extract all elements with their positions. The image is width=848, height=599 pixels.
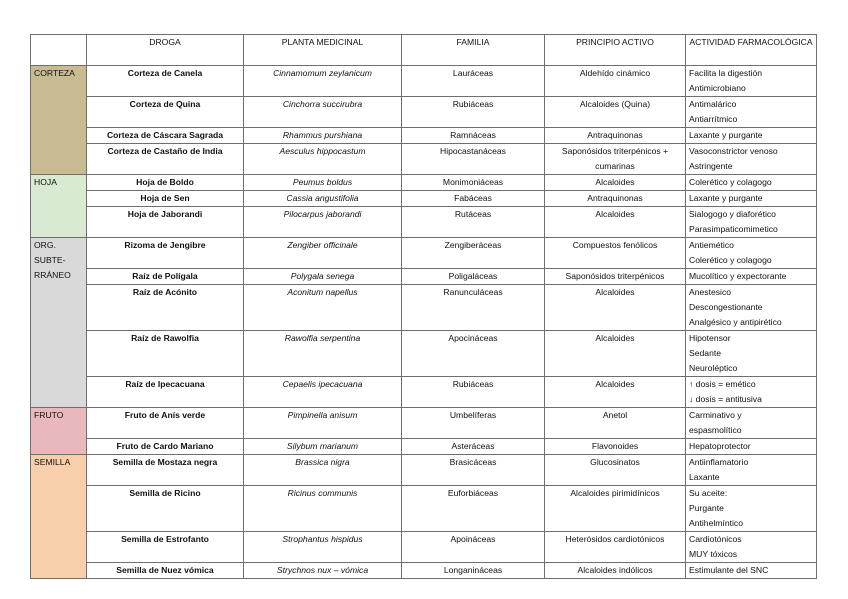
principio-activo: Antraquinonas [587, 193, 643, 203]
column-header-actividad: ACTIVIDAD FARMACOLÓGICA [686, 35, 817, 66]
actividad-farmacologica: Hepatoprotector [689, 441, 751, 451]
actividad-farmacologica-cell [686, 144, 817, 175]
actividad-farmacologica: Antiarrítmico [689, 114, 738, 124]
planta-cell: Polygala senega [244, 269, 402, 285]
actividad-farmacologica-cell [686, 128, 817, 144]
droga-cell: Raíz de Polígala [87, 269, 244, 285]
table-body [31, 66, 817, 579]
actividad-farmacologica: Colerético y colagogo [689, 177, 772, 187]
familia-cell: Lauráceas [402, 66, 545, 97]
table-row [31, 439, 817, 455]
actividad-farmacologica-cell [686, 66, 817, 97]
principio-activo: Alcaloides [595, 333, 635, 343]
principio-activo-cell [545, 285, 686, 331]
group-label: CORTEZA [34, 68, 75, 78]
table-row [31, 144, 817, 175]
principio-activo: Aldehído cinámico [579, 68, 651, 78]
actividad-farmacologica-cell [686, 238, 817, 269]
actividad-farmacologica-cell [686, 377, 817, 408]
planta-cell: Strychnos nux – vómica [244, 563, 402, 579]
planta-cell: Cinchorra succirubra [244, 97, 402, 128]
group-label: HOJA [34, 177, 57, 187]
principio-activo-cell [545, 532, 686, 563]
column-header-familia: FAMILIA [402, 35, 545, 66]
principio-activo: Alcaloides [595, 209, 635, 219]
planta-cell: Silybum marianum [244, 439, 402, 455]
familia-cell: Rubiáceas [402, 97, 545, 128]
principio-activo-cell [545, 439, 686, 455]
principio-activo-cell [545, 175, 686, 191]
actividad-farmacologica: Antiinflamatorio [689, 457, 749, 467]
planta-cell: Pimpinella anisum [244, 408, 402, 439]
table-row [31, 207, 817, 238]
droga-cell: Semilla de Ricino [87, 486, 244, 532]
droga-cell: Hoja de Sen [87, 191, 244, 207]
actividad-farmacologica-cell [686, 408, 817, 439]
principio-activo-cell [545, 97, 686, 128]
principio-activo: Antraquinonas [587, 130, 643, 140]
actividad-farmacologica: Antimalárico [689, 99, 737, 109]
actividad-farmacologica-cell [686, 455, 817, 486]
actividad-farmacologica: Neuroléptico [689, 363, 738, 373]
actividad-farmacologica: Su aceite: [689, 488, 728, 498]
table-row [31, 408, 817, 439]
group-label: SEMILLA [34, 457, 71, 467]
planta-cell: Pilocarpus jaborandi [244, 207, 402, 238]
familia-cell: Longanináceas [402, 563, 545, 579]
principio-activo: Alcaloides (Quina) [579, 99, 651, 109]
principio-activo-cell [545, 128, 686, 144]
table-row [31, 285, 817, 331]
actividad-farmacologica-cell [686, 97, 817, 128]
actividad-farmacologica-cell [686, 532, 817, 563]
principio-activo-cell [545, 563, 686, 579]
group-label-cell [31, 175, 87, 238]
table-row [31, 331, 817, 377]
actividad-farmacologica: Colerético y colagogo [689, 255, 772, 265]
actividad-farmacologica: Laxante y purgante [689, 130, 763, 140]
column-header-droga: DROGA [87, 35, 244, 66]
droga-cell: Fruto de Cardo Mariano [87, 439, 244, 455]
familia-cell: Hipocastanáceas [402, 144, 545, 175]
group-label: FRUTO [34, 410, 64, 420]
droga-cell: Raíz de Rawolfia [87, 331, 244, 377]
actividad-farmacologica-cell [686, 285, 817, 331]
actividad-farmacologica-cell [686, 175, 817, 191]
actividad-farmacologica: Facilita la digestión [689, 68, 763, 78]
planta-cell: Aesculus hippocastum [244, 144, 402, 175]
principio-activo-cell [545, 66, 686, 97]
familia-cell: Brasicáceas [402, 455, 545, 486]
group-label: RRÁNEO [34, 270, 71, 280]
table-row [31, 175, 817, 191]
principio-activo: cumarinas [595, 161, 635, 171]
pharmacognosy-table [30, 34, 817, 579]
actividad-farmacologica: Laxante [689, 472, 720, 482]
principio-activo: Alcaloides pirimidínicos [570, 488, 660, 498]
droga-cell: Corteza de Cáscara Sagrada [87, 128, 244, 144]
familia-cell: Ranunculáceas [402, 285, 545, 331]
principio-activo-cell [545, 377, 686, 408]
droga-cell: Raíz de Ipecacuana [87, 377, 244, 408]
actividad-farmacologica: Vasoconstrictor venoso [689, 146, 778, 156]
principio-activo: Alcaloides [595, 379, 635, 389]
principio-activo: Flavonoides [591, 441, 639, 451]
planta-cell: Aconitum napellus [244, 285, 402, 331]
principio-activo: Saponósidos triterpénicos + [561, 146, 669, 156]
familia-cell: Poligaláceas [402, 269, 545, 285]
table-row [31, 455, 817, 486]
table-row [31, 238, 817, 269]
group-label: ORG. [34, 240, 56, 250]
droga-cell: Fruto de Anís verde [87, 408, 244, 439]
actividad-farmacologica: Mucolítico y expectorante [689, 271, 787, 281]
actividad-farmacologica-cell [686, 331, 817, 377]
familia-cell: Asteráceas [402, 439, 545, 455]
planta-cell: Zengiber officinale [244, 238, 402, 269]
familia-cell: Monimoniáceas [402, 175, 545, 191]
principio-activo: Alcaloides [595, 177, 635, 187]
actividad-farmacologica: Sedante [689, 348, 722, 358]
principio-activo-cell [545, 455, 686, 486]
principio-activo-cell [545, 144, 686, 175]
group-label: SUBTE- [34, 255, 66, 265]
header-blank-cell [31, 35, 87, 66]
table-row [31, 97, 817, 128]
group-label-cell [31, 66, 87, 175]
actividad-farmacologica-cell [686, 207, 817, 238]
principio-activo-cell [545, 331, 686, 377]
droga-cell: Hoja de Boldo [87, 175, 244, 191]
actividad-farmacologica: Hipotensor [689, 333, 731, 343]
droga-cell: Corteza de Canela [87, 66, 244, 97]
droga-cell: Raíz de Acónito [87, 285, 244, 331]
column-header-planta: PLANTA MEDICINAL [244, 35, 402, 66]
familia-cell: Rubiáceas [402, 377, 545, 408]
table-row [31, 191, 817, 207]
actividad-farmacologica: Estimulante del SNC [689, 565, 769, 575]
familia-cell: Euforbiáceas [402, 486, 545, 532]
planta-cell: Cassia angustifolia [244, 191, 402, 207]
actividad-farmacologica: Anestesico [689, 287, 732, 297]
familia-cell: Umbelíferas [402, 408, 545, 439]
actividad-farmacologica: Analgésico y antipirético [689, 317, 782, 327]
droga-cell: Hoja de Jaborandi [87, 207, 244, 238]
table-row [31, 563, 817, 579]
principio-activo-cell [545, 408, 686, 439]
familia-cell: Apoináceas [402, 532, 545, 563]
familia-cell: Zengiberáceas [402, 238, 545, 269]
droga-cell: Semilla de Nuez vómica [87, 563, 244, 579]
familia-cell: Fabáceas [402, 191, 545, 207]
actividad-farmacologica: Antiemético [689, 240, 734, 250]
actividad-farmacologica: Descongestionante [689, 302, 763, 312]
planta-cell: Ricinus communis [244, 486, 402, 532]
planta-cell: Cepaelis ipecacuana [244, 377, 402, 408]
principio-activo: Saponósidos triterpénicos [565, 271, 665, 281]
actividad-farmacologica: Laxante y purgante [689, 193, 763, 203]
actividad-farmacologica-cell [686, 563, 817, 579]
table-row [31, 128, 817, 144]
principio-activo-cell [545, 207, 686, 238]
actividad-farmacologica: Astringente [689, 161, 733, 171]
actividad-farmacologica: ↓ dosis = antitusiva [689, 394, 762, 404]
familia-cell: Apocináceas [402, 331, 545, 377]
principio-activo-cell [545, 238, 686, 269]
principio-activo: Compuestos fenólicos [572, 240, 658, 250]
actividad-farmacologica: Antimicrobiano [689, 83, 746, 93]
actividad-farmacologica-cell [686, 439, 817, 455]
actividad-farmacologica: MUY tóxicos [689, 549, 738, 559]
principio-activo-cell [545, 269, 686, 285]
actividad-farmacologica: ↑ dosis = emético [689, 379, 756, 389]
table-row [31, 66, 817, 97]
actividad-farmacologica: Parasimpaticomimetico [689, 224, 778, 234]
principio-activo: Alcaloides indólicos [577, 565, 653, 575]
droga-cell: Rizoma de Jengibre [87, 238, 244, 269]
planta-cell: Rawolfia serpentina [244, 331, 402, 377]
table-row [31, 532, 817, 563]
planta-cell: Strophantus hispidus [244, 532, 402, 563]
actividad-farmacologica: Purgante [689, 503, 724, 513]
droga-cell: Corteza de Quina [87, 97, 244, 128]
planta-cell: Cinnamomum zeylanicum [244, 66, 402, 97]
group-label-cell [31, 455, 87, 579]
actividad-farmacologica: Cardiotónicos [689, 534, 742, 544]
droga-cell: Semilla de Estrofanto [87, 532, 244, 563]
familia-cell: Rutáceas [402, 207, 545, 238]
droga-cell: Corteza de Castaño de India [87, 144, 244, 175]
actividad-farmacologica: espasmolítico [689, 425, 742, 435]
principio-activo: Anetol [602, 410, 628, 420]
principio-activo-cell [545, 191, 686, 207]
group-label-cell [31, 408, 87, 455]
actividad-farmacologica: Sialogogo y diaforético [689, 209, 776, 219]
table-row [31, 377, 817, 408]
planta-cell: Rhammus purshiana [244, 128, 402, 144]
principio-activo-cell [545, 486, 686, 532]
planta-cell: Brassica nigra [244, 455, 402, 486]
actividad-farmacologica: Antihelmíntico [689, 518, 743, 528]
principio-activo: Heterósidos cardiotónicos [565, 534, 665, 544]
actividad-farmacologica-cell [686, 269, 817, 285]
principio-activo: Glucosinatos [590, 457, 640, 467]
table-row [31, 486, 817, 532]
actividad-farmacologica-cell [686, 486, 817, 532]
table-row [31, 269, 817, 285]
planta-cell: Peumus boldus [244, 175, 402, 191]
droga-cell: Semilla de Mostaza negra [87, 455, 244, 486]
principio-activo: Alcaloides [595, 287, 635, 297]
actividad-farmacologica-cell [686, 191, 817, 207]
actividad-farmacologica: Carminativo y [689, 410, 742, 420]
familia-cell: Ramnáceas [402, 128, 545, 144]
column-header-principio: PRINCIPIO ACTIVO [545, 35, 686, 66]
group-label-cell [31, 238, 87, 408]
